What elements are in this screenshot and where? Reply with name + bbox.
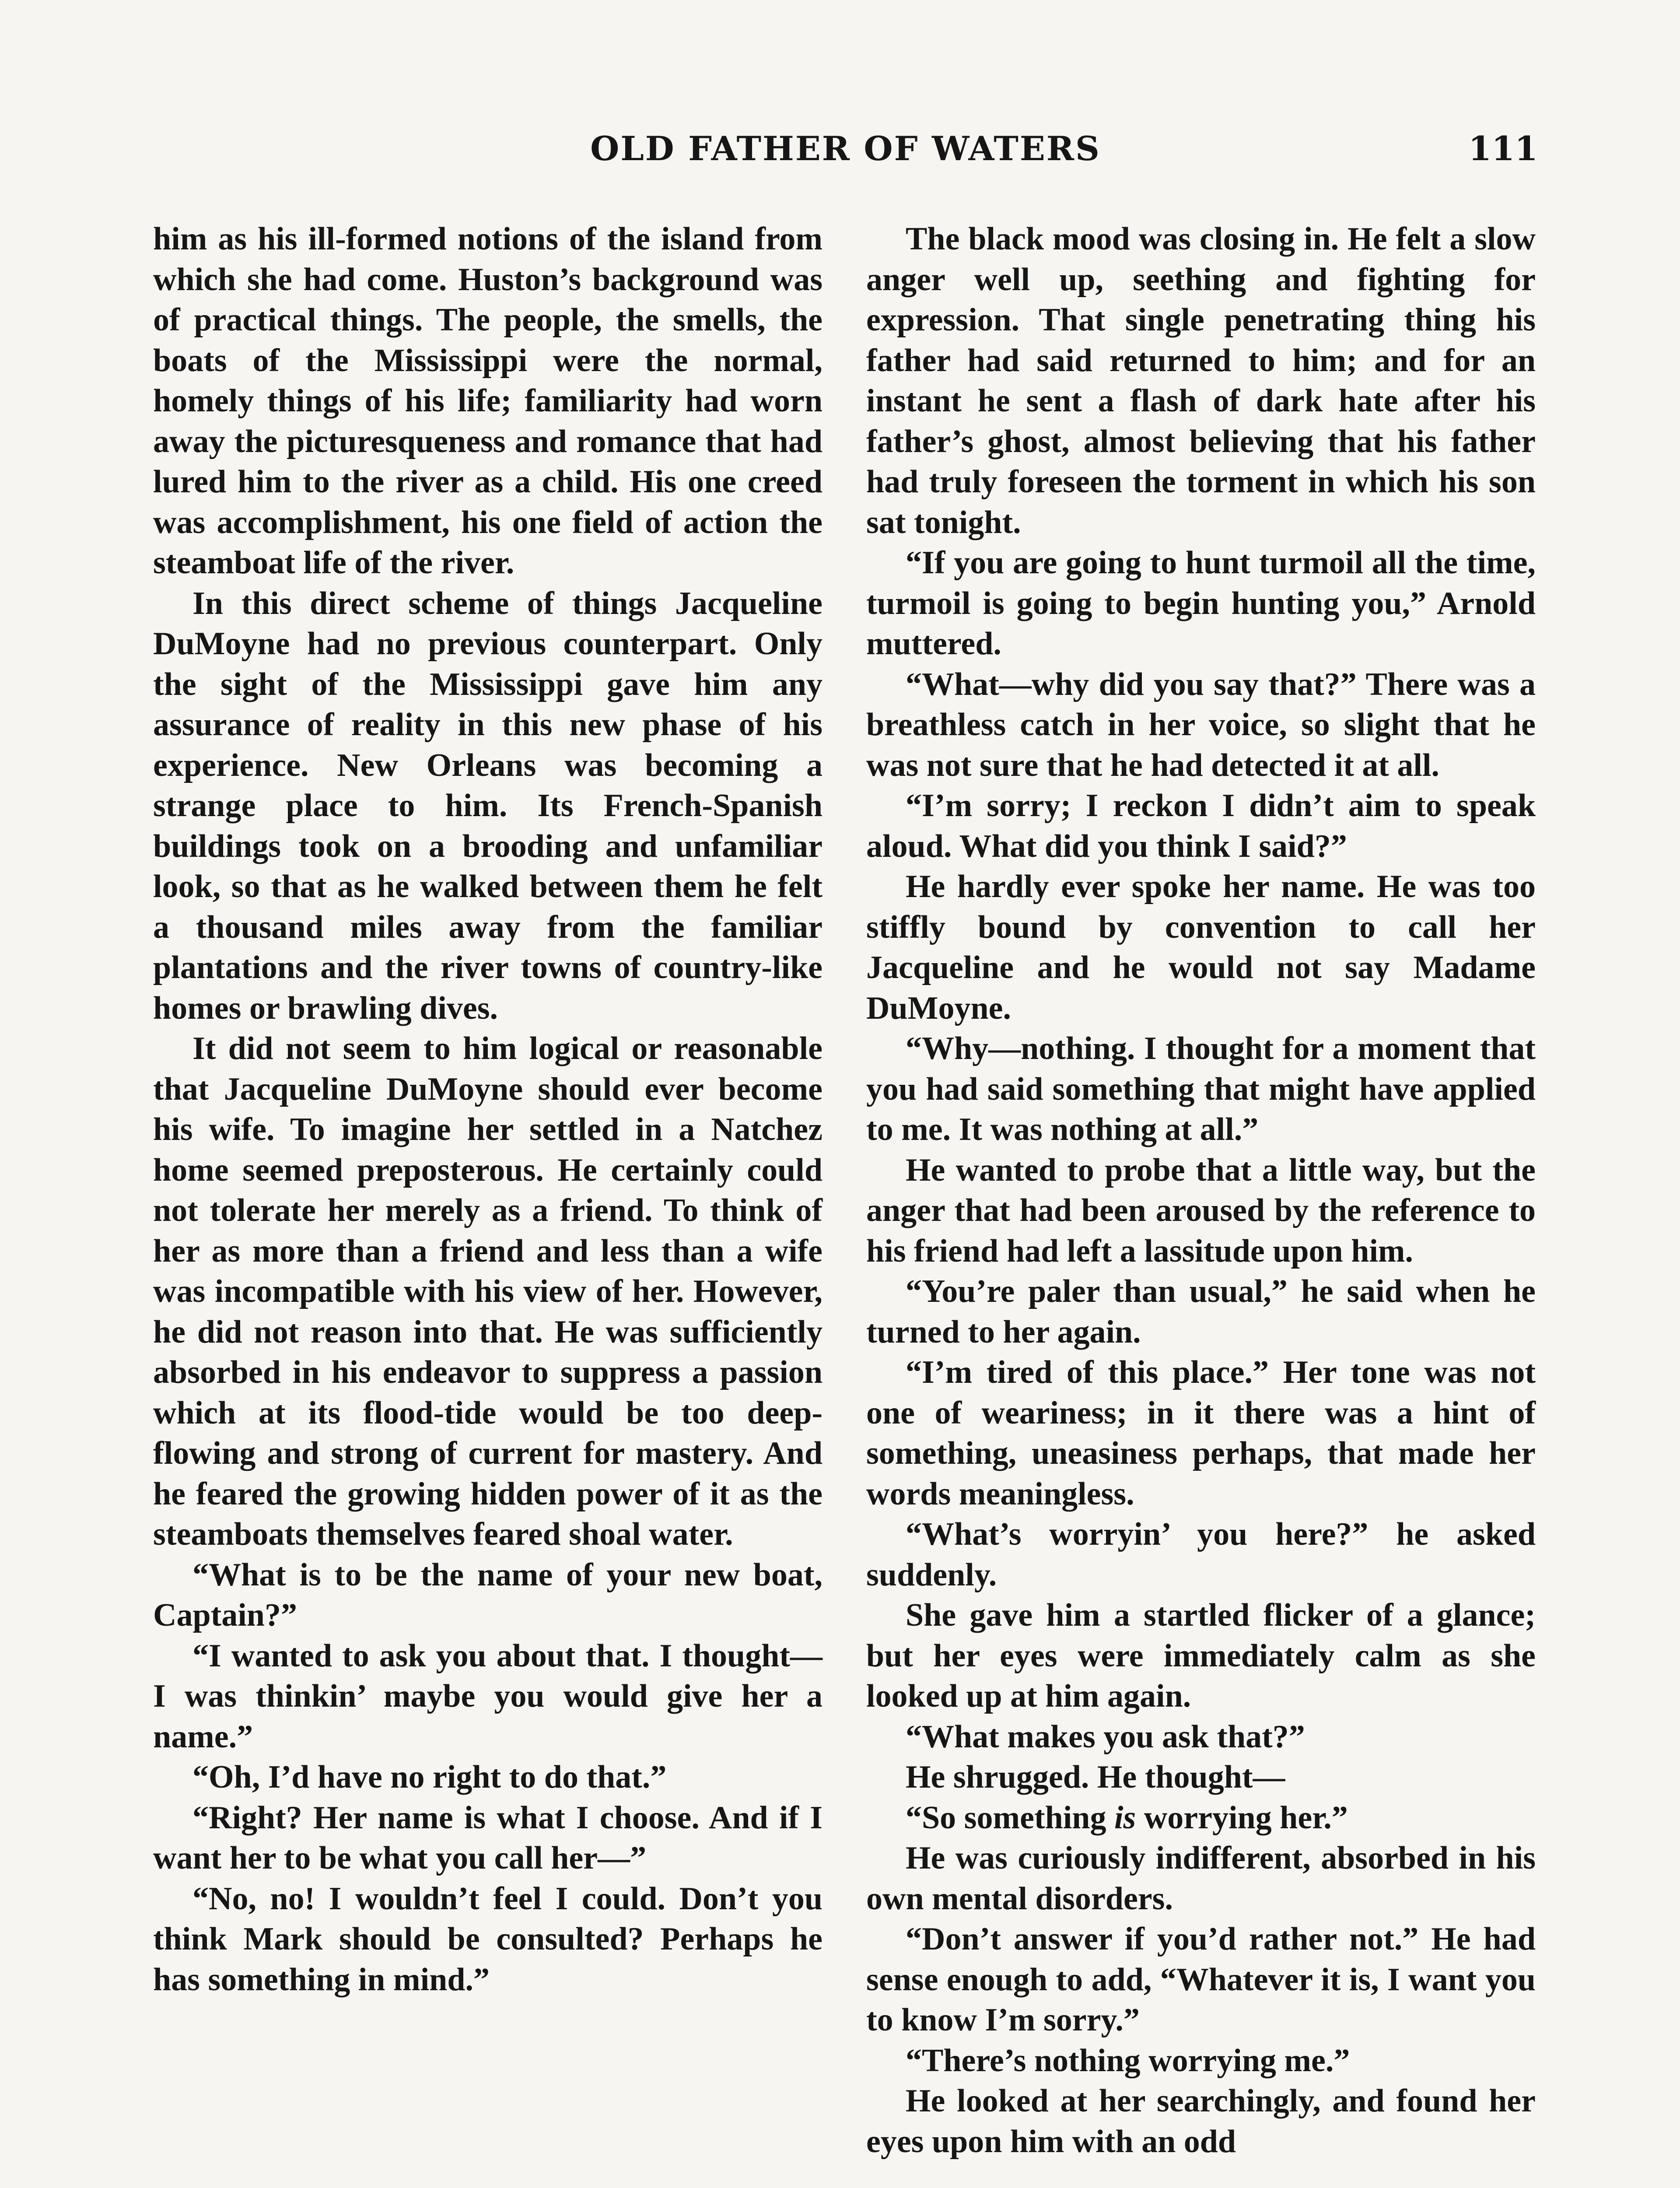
- paragraph: “I’m tired of this place.” Her tone was not one of weariness; in it there was a hint of something, uneasiness perhaps, that made her words meaningless.: [866, 1354, 1536, 1512]
- paragraph: The black mood was closing in. He felt a slow anger well up, seething and fighting for expression. That single penetrating thing his father had said returned to him; and for an instant he sent a flash of dark hate after his father’s ghost, almost believing that his father had truly foreseen the torment in which his son sat tonight.: [866, 221, 1536, 540]
- running-header: [153, 129, 1538, 177]
- running-title: OLD FATHER OF WATERS: [590, 129, 1101, 168]
- paragraph: “There’s nothing worrying me.”: [906, 2042, 1350, 2079]
- paragraph: He shrugged. He thought—: [906, 1759, 1285, 1795]
- paragraph: “Right? Her name is what I choose. And if I want her to be what you call her—”: [153, 1799, 822, 1876]
- paragraph-italic-line: [866, 1798, 1536, 1838]
- paragraph: “Don’t answer if you’d rather not.” He had sense enough to add, “Whatever it is, I want you to know I’m sorry.”: [866, 1921, 1536, 2038]
- emphasis-word: is: [1114, 1799, 1136, 1836]
- left-column: [153, 219, 822, 2000]
- right-column: [866, 219, 1536, 2162]
- paragraph: He wanted to probe that a little way, but the anger that had been aroused by the reference to his friend had left a lassitude upon him.: [866, 1152, 1536, 1269]
- text-span: “So something: [906, 1799, 1114, 1836]
- paragraph: He hardly ever spoke her name. He was too stiffly bound by convention to call her Jacqueline and he would not say Madame DuMoyne.: [866, 869, 1536, 1026]
- paragraph: “What makes you ask that?”: [906, 1718, 1305, 1755]
- paragraph: “Why—nothing. I thought for a moment that you had said something that might have applied to me. It was nothing at all.”: [866, 1031, 1536, 1147]
- paragraph: “Oh, I’d have no right to do that.”: [192, 1759, 667, 1795]
- text-span: worrying her.”: [1136, 1799, 1348, 1836]
- paragraph: “What—why did you say that?” There was a breathless catch in her voice, so slight that he was not sure that he had detected it at all.: [866, 666, 1536, 783]
- paragraph: He looked at her searchingly, and found her eyes upon him with an odd: [866, 2083, 1536, 2160]
- paragraph: him as his ill-formed notions of the island from which she had come. Huston’s background was of practical things. The people, the smells, the boats of the Mississippi were the normal, homely things of his life; familiarity had worn away the picturesqueness and romance that had lured him to the river as a child. His one creed was accomplishment, his one field of action the steamboat life of the river.: [153, 221, 822, 581]
- paragraph: “What is to be the name of your new boat, Captain?”: [153, 1557, 822, 1633]
- paragraph: “If you are going to hunt turmoil all the time, turmoil is going to begin hunting you,” Arnold muttered.: [866, 545, 1536, 662]
- paragraph: He was curiously indifferent, absorbed in his own mental disorders.: [866, 1840, 1536, 1917]
- paragraph: It did not seem to him logical or reasonable that Jacqueline DuMoyne should ever become his wife. To imagine her settled in a Natchez home seemed preposterous. He certainly could not tolerate her merely as a friend. To think of her as more than a friend and less than a wife was incompatible with his view of her. However, he did not reason into that. He was sufficiently absorbed in his endeavor to suppress a passion which at its flood-tide would be too deep-flowing and strong of current for mastery. And he feared the growing hidden power of it as the steamboats themselves feared shoal water.: [153, 1031, 822, 1552]
- paragraph: “What’s worryin’ you here?” he asked suddenly.: [866, 1516, 1536, 1593]
- paragraph: In this direct scheme of things Jacqueline DuMoyne had no previous counterpart. Only the sight of the Mississippi gave him any assurance of reality in this new phase of his experience. New Orleans was becoming a strange place to him. Its French-Spanish buildings took on a brooding and unfamiliar look, so that as he walked between them he felt a thousand miles away from the familiar plantations and the river towns of country-like homes or brawling dives.: [153, 585, 822, 1026]
- paragraph: “No, no! I wouldn’t feel I could. Don’t you think Mark should be consulted? Perhaps he has something in mind.”: [153, 1880, 822, 1998]
- paragraph: “You’re paler than usual,” he said when he turned to her again.: [866, 1273, 1536, 1350]
- paragraph: “I’m sorry; I reckon I didn’t aim to speak aloud. What did you think I said?”: [866, 788, 1536, 864]
- paragraph: “I wanted to ask you about that. I thought— I was thinkin’ maybe you would give her a name.”: [153, 1637, 822, 1755]
- paragraph: She gave him a startled flicker of a glance; but her eyes were immediately calm as she looked up at him again.: [866, 1597, 1536, 1714]
- page-number: 111: [1468, 129, 1538, 168]
